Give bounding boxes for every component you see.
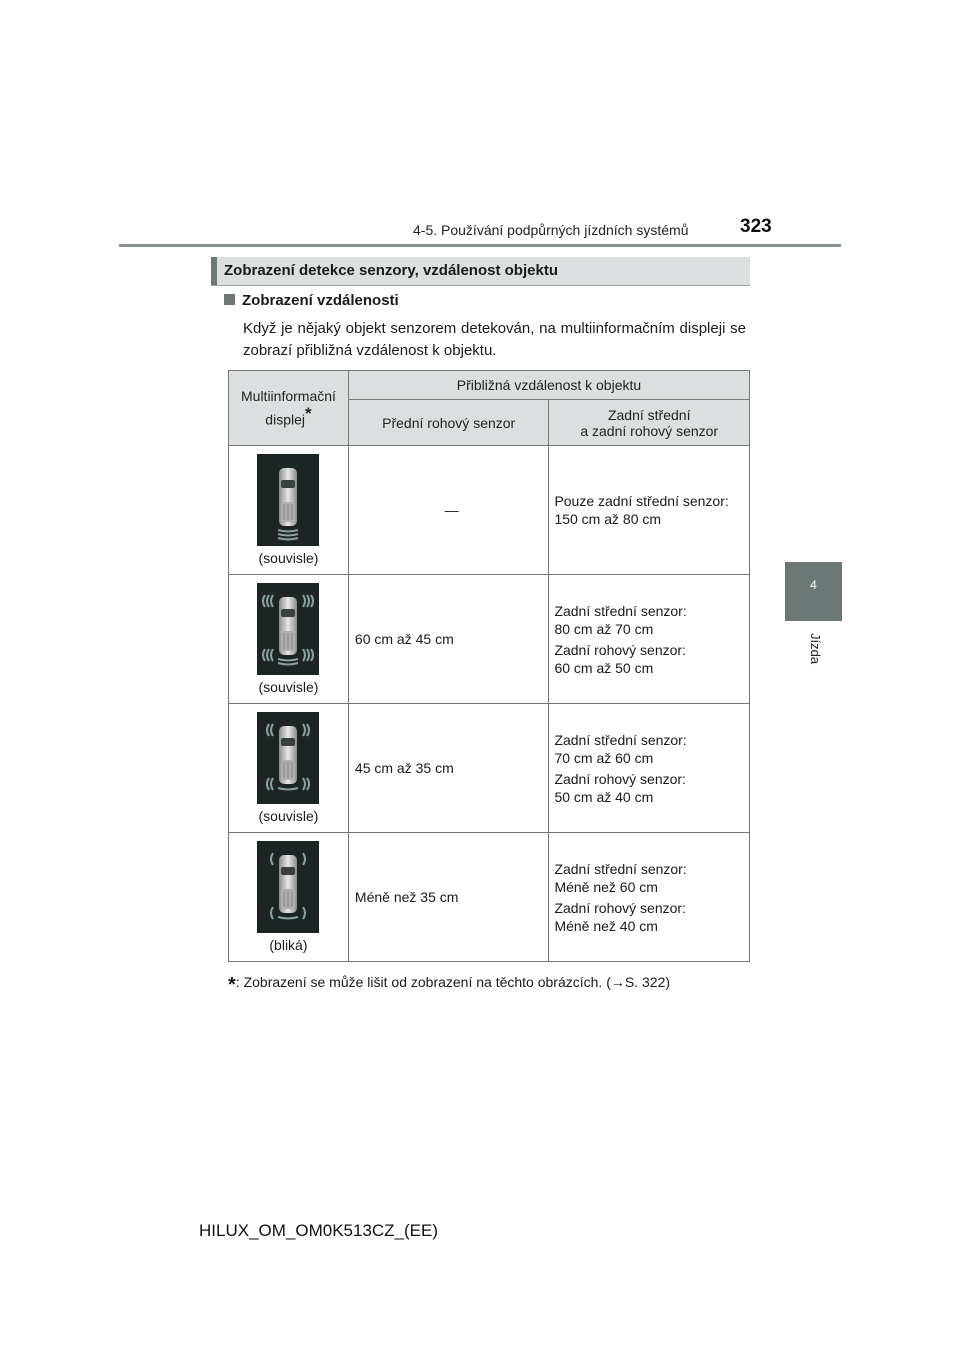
rear-sensor-cell	[549, 446, 750, 575]
table-row	[229, 575, 750, 704]
rear-sensor-entry: Zadní rohový senzor: 50 cm až 40 cm	[554, 770, 686, 805]
table-row	[229, 833, 750, 962]
display-caption: (souvisle)	[258, 808, 319, 824]
rear-sensor-entry: Pouze zadní střední senzor: 150 cm až 80 cm	[554, 493, 729, 527]
arrow-icon: →	[610, 974, 625, 990]
header-rule	[119, 244, 841, 247]
square-bullet-icon	[224, 294, 235, 305]
table-row	[229, 704, 750, 833]
header-distance: Přibližná vzdálenost k objektu	[348, 371, 749, 400]
header-display: Multiinformační displej*	[229, 371, 349, 446]
rear-sensor-entry: Zadní střední senzor: Méně než 60 cm	[554, 860, 687, 895]
rear-sensor-cell	[549, 575, 750, 704]
subsection-heading	[224, 292, 399, 309]
asterisk: *	[305, 404, 312, 424]
header-rear-sensor: Zadní střední a zadní rohový senzor	[549, 400, 750, 446]
display-caption: (souvisle)	[258, 550, 319, 566]
display-cell	[229, 704, 349, 833]
front-sensor-cell: —	[348, 446, 549, 575]
parking-sensor-display-icon	[257, 583, 319, 675]
front-sensor-cell: Méně než 35 cm	[348, 833, 549, 962]
body-paragraph: Když je nějaký objekt senzorem detekován, na multiinformačním displeji se zobrazí přibližná vzdálenost k objektu.	[243, 320, 746, 359]
footnote-marker: *	[228, 974, 236, 996]
front-sensor-cell: 45 cm až 35 cm	[348, 704, 549, 833]
section-accent	[211, 257, 217, 285]
rear-sensor-cell	[549, 704, 750, 833]
rear-sensor-cell	[549, 833, 750, 962]
document-id: HILUX_OM_OM0K513CZ_(EE)	[199, 1221, 439, 1240]
display-caption: (souvisle)	[258, 679, 319, 695]
chapter-number: 4	[810, 578, 817, 592]
rear-sensor-entry: Zadní rohový senzor: 60 cm až 50 cm	[554, 641, 686, 676]
rear-sensor-entry: Zadní střední senzor: 70 cm až 60 cm	[554, 731, 687, 766]
chapter-tab	[785, 562, 842, 621]
parking-sensor-display-icon	[257, 841, 319, 933]
page-number: 323	[740, 216, 772, 237]
display-caption: (bliká)	[269, 937, 308, 953]
footnote: *: Zobrazení se může lišit od zobrazení na těchto obrázcích. (→S. 322)	[228, 974, 671, 996]
subsection-title: Zobrazení vzdálenosti	[242, 292, 399, 309]
front-sensor-cell: 60 cm až 45 cm	[348, 575, 549, 704]
header-front-sensor: Přední rohový senzor	[348, 400, 549, 446]
running-head: 4-5. Používání podpůrných jízdních systémů	[413, 222, 689, 238]
rear-sensor-entry: Zadní rohový senzor: Méně než 40 cm	[554, 899, 686, 934]
parking-sensor-display-icon	[257, 454, 319, 546]
section-title: Zobrazení detekce senzory, vzdálenost objektu	[224, 262, 558, 279]
distance-table	[228, 370, 750, 962]
rear-sensor-entry: Zadní střední senzor: 80 cm až 70 cm	[554, 602, 687, 637]
table-row	[229, 446, 750, 575]
display-cell	[229, 446, 349, 575]
section-heading-bar	[211, 257, 750, 286]
chapter-name: Jízda	[808, 633, 823, 665]
parking-sensor-display-icon	[257, 712, 319, 804]
display-cell	[229, 575, 349, 704]
display-cell	[229, 833, 349, 962]
